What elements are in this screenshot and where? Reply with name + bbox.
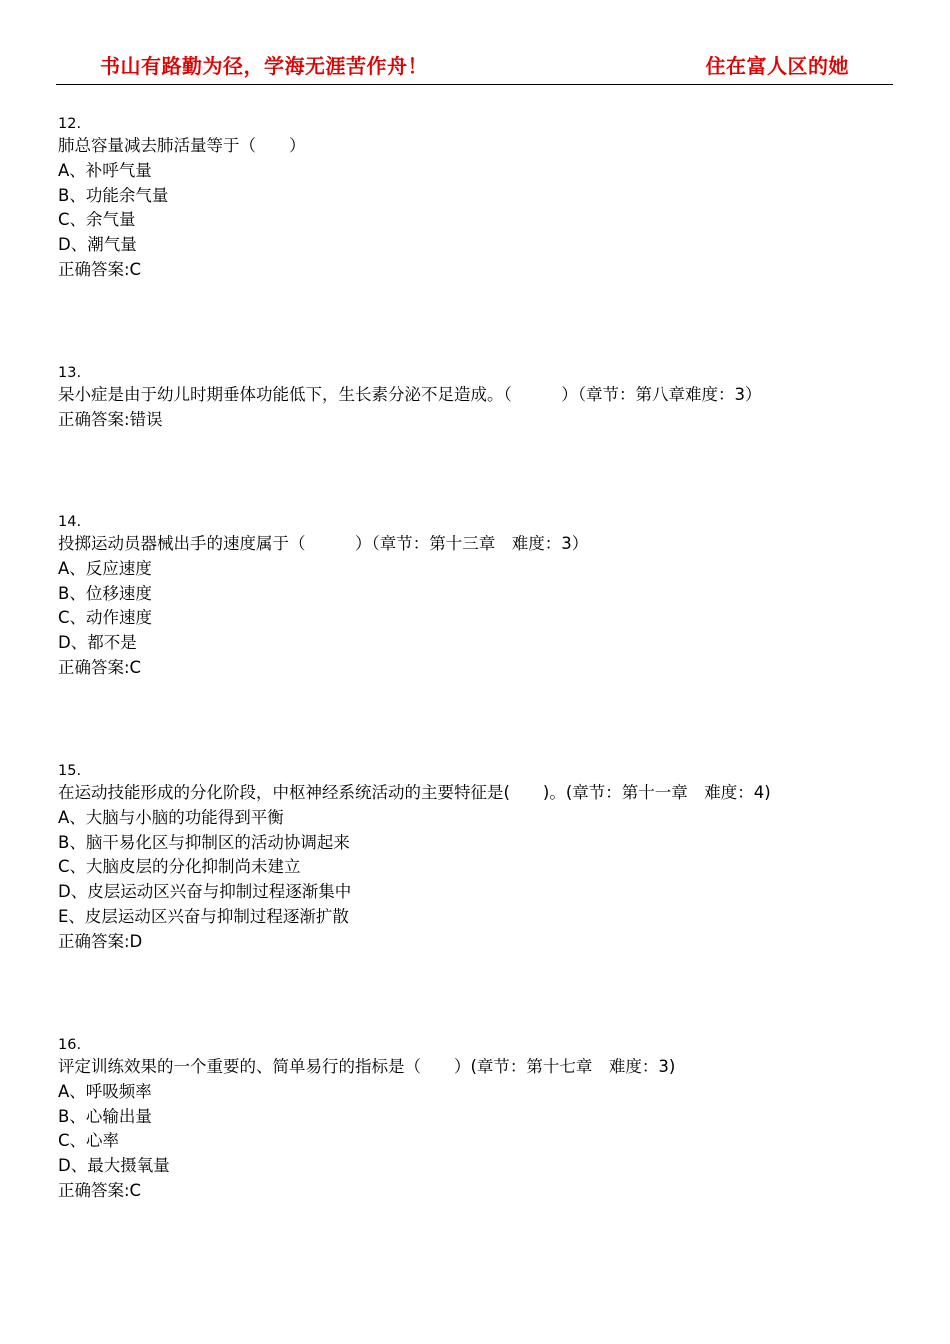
correct-answer: 正确答案:D [58,931,143,951]
option-d: D、皮层运动区兴奋与抑制过程逐渐集中 [58,882,352,902]
option-d: D、都不是 [58,633,137,653]
question-number: 13. [58,365,82,381]
option-b: B、功能余气量 [58,185,169,205]
question-16 [58,1035,918,1204]
option-c: C、动作速度 [58,608,153,628]
question-number: 14. [58,514,82,530]
option-d: D、潮气量 [58,235,137,255]
question-stem: 在运动技能形成的分化阶段，中枢神经系统活动的主要特征是( )。(章节：第十一章 难度：4) [58,783,771,802]
question-number: 12. [58,116,82,132]
option-a: A、呼吸频率 [58,1081,152,1101]
question-14 [58,512,918,681]
question-stem: 评定训练效果的一个重要的、简单易行的指标是（ ）(章节：第十七章 难度：3) [58,1057,676,1076]
option-b: B、心输出量 [58,1106,152,1126]
correct-answer: 正确答案:C [58,1180,142,1200]
option-a: A、反应速度 [58,558,152,578]
option-e: E、皮层运动区兴奋与抑制过程逐渐扩散 [58,906,349,926]
option-b: B、脑干易化区与抑制区的活动协调起来 [58,832,350,852]
correct-answer: 正确答案:错误 [58,409,163,429]
question-13 [58,363,918,433]
question-12 [58,114,918,283]
option-b: B、位移速度 [58,583,152,603]
question-stem: 肺总容量减去肺活量等于（ ） [58,136,306,155]
option-a: A、补呼气量 [58,160,152,180]
header-motto: 书山有路勤为径，学海无涯苦作舟！ [100,54,428,78]
option-a: A、大脑与小脑的功能得到平衡 [58,807,284,827]
option-c: C、心率 [58,1131,120,1151]
option-c: C、大脑皮层的分化抑制尚未建立 [58,857,301,877]
correct-answer: 正确答案:C [58,657,142,677]
question-number: 15. [58,763,82,779]
question-15 [58,761,918,955]
question-stem: 呆小症是由于幼儿时期垂体功能低下，生长素分泌不足造成。（ ）（章节：第八章难度：3） [58,385,762,404]
header-brand: 住在富人区的她 [705,54,849,78]
question-stem: 投掷运动员器械出手的速度属于（ ）（章节：第十三章 难度：3） [58,534,589,553]
correct-answer: 正确答案:C [58,259,142,279]
page-header [56,48,893,85]
option-c: C、余气量 [58,210,136,230]
question-number: 16. [58,1037,82,1053]
option-d: D、最大摄氧量 [58,1156,170,1176]
